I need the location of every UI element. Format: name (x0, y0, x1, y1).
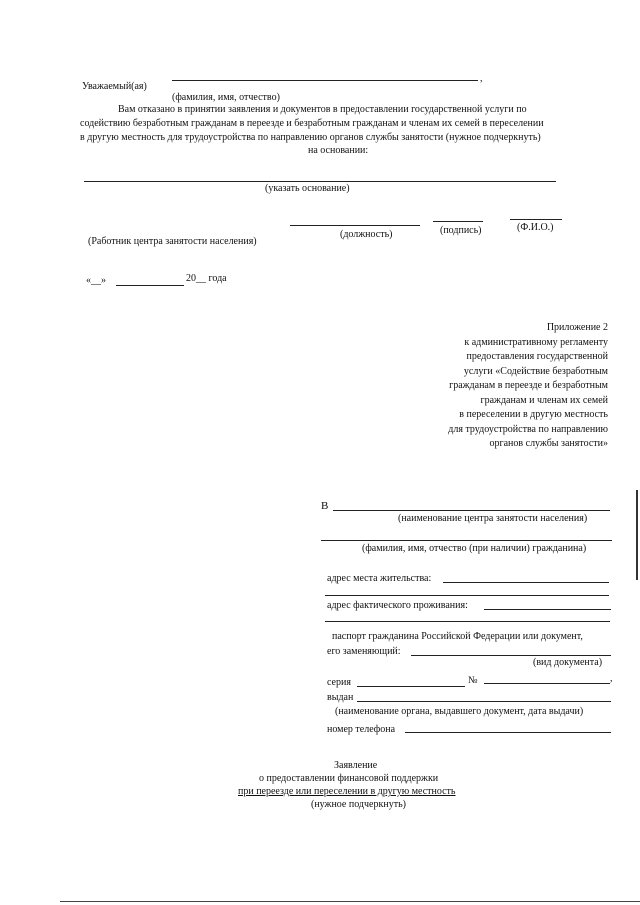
document-type-caption: (вид документа) (533, 657, 603, 668)
appendix-line: услуги «Содействие безработным (463, 365, 608, 377)
actual-address-field[interactable] (484, 609, 611, 610)
citizen-name-field[interactable] (321, 540, 612, 541)
issued-field[interactable] (357, 701, 611, 702)
to-label: В (321, 500, 329, 512)
name-caption: (Ф.И.О.) (517, 222, 554, 233)
signature-caption: (подпись) (440, 225, 482, 236)
appendix-line: предоставления государственной (466, 351, 608, 362)
appendix-header (448, 321, 608, 452)
citizen-caption: (фамилия, имя, отчество (при наличии) гражданина) (362, 543, 587, 554)
residence-field[interactable] (443, 582, 609, 583)
center-name-field[interactable] (333, 510, 610, 511)
refusal-text-line-2: содействию безработным гражданам в переезде и безработным гражданам и членам их семей в переселении (80, 118, 544, 129)
fio-caption: (фамилия, имя, отчество) (172, 92, 280, 103)
application-title: Заявление (334, 760, 378, 771)
refusal-text-line-4: на основании: (308, 145, 369, 156)
worker-name-field[interactable] (510, 219, 562, 220)
greeting-comma: , (480, 73, 483, 84)
position-caption: (должность) (340, 229, 393, 240)
series-label: серия (327, 677, 351, 688)
phone-field[interactable] (405, 732, 611, 733)
residence-label: адрес места жительства: (327, 573, 432, 584)
appendix-line: к административному регламенту (464, 336, 608, 348)
appendix-line: для трудоустройства по направлению (448, 423, 608, 435)
passport-label-line-2: его заменяющий: (327, 646, 401, 657)
application-options: при переезде или переселении в другую местность (238, 786, 456, 797)
recipient-name-field[interactable] (172, 80, 478, 81)
document-type-field[interactable] (411, 655, 611, 656)
appendix-line: гражданам и членам их семей (480, 394, 608, 406)
application-note: (нужное подчеркнуть) (311, 799, 406, 810)
phone-label: номер телефона (327, 724, 396, 735)
refusal-text-line-1: Вам отказано в принятии заявления и документов в предоставлении государственной услуги по (118, 104, 527, 115)
passport-label-line-1: паспорт гражданина Российской Федерации или документ, (332, 631, 583, 642)
residence-field-continued[interactable] (325, 595, 609, 596)
worker-label: (Работник центра занятости населения) (88, 236, 257, 247)
series-field[interactable] (357, 686, 465, 687)
appendix-line: гражданам в переезде и безработным (449, 380, 608, 391)
basis-caption: (указать основание) (265, 183, 350, 194)
center-caption: (наименование центра занятости населения) (398, 513, 588, 524)
issuer-caption: (наименование органа, выдавшего документ, дата выдачи) (335, 706, 584, 717)
scan-edge-mark (636, 490, 638, 580)
refusal-text-line-3: в другую местность для трудоустройства по направлению органов службы занятости (нужное подчеркнуть) (80, 132, 541, 143)
appendix-line: Приложение 2 (546, 322, 608, 333)
number-comma: , (610, 673, 613, 684)
date-month-field[interactable] (116, 285, 184, 286)
actual-address-label: адрес фактического проживания: (327, 600, 468, 611)
date-year: 20__ года (186, 273, 227, 284)
appendix-line: органов службы занятости» (489, 438, 608, 449)
actual-address-field-continued[interactable] (325, 621, 610, 622)
application-subtitle: о предоставлении финансовой поддержки (259, 773, 439, 784)
issued-label: выдан (327, 692, 354, 703)
signature-field[interactable] (433, 221, 483, 222)
number-label: № (468, 675, 478, 686)
date-day: «__» (86, 275, 106, 286)
scan-bottom-edge (60, 901, 640, 902)
appendix-line: в переселении в другую местность (459, 409, 608, 420)
greeting-label: Уважаемый(ая) (82, 81, 147, 92)
number-field[interactable] (484, 683, 610, 684)
position-field[interactable] (290, 225, 420, 226)
basis-field[interactable] (84, 181, 556, 182)
